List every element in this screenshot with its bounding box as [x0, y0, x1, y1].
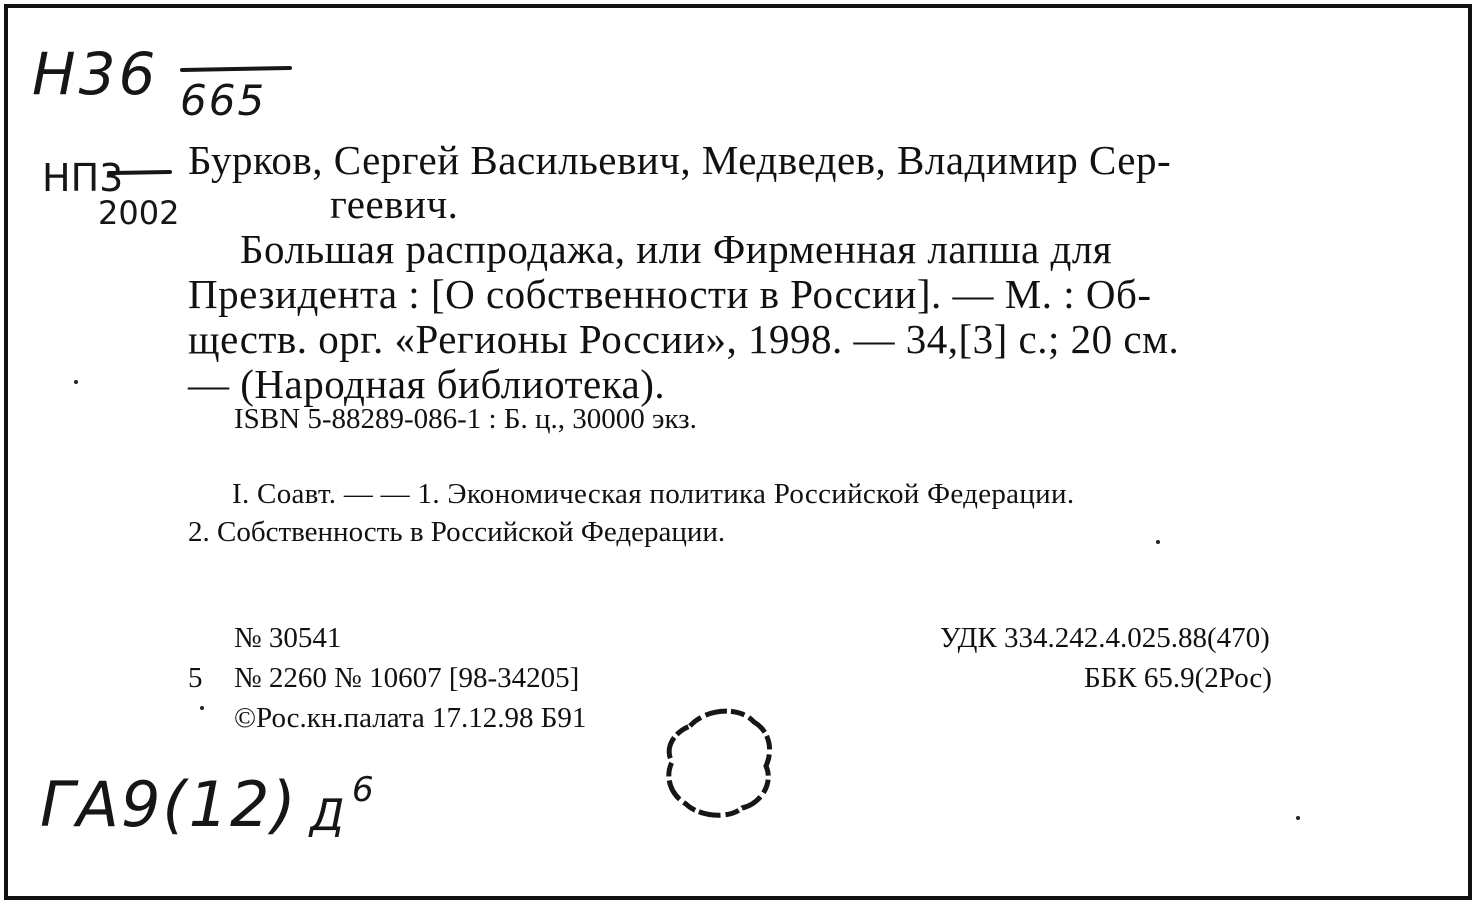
- bbk-code: ББК 65.9(2Рос): [1084, 662, 1272, 694]
- handwritten-bottom-superscript: 6: [352, 770, 374, 810]
- handwritten-shelf-fraction: 665: [180, 76, 267, 125]
- handwritten-bottom-code: ГА9(12): [40, 768, 298, 841]
- acquisition-line: [106, 166, 176, 180]
- title-line-4: — (Народная библиотека).: [188, 361, 666, 407]
- speck: [74, 380, 78, 384]
- title-line-1: Большая распродажа, или Фирменная лапша для: [240, 226, 1113, 272]
- copyright-line: ©Рос.кн.палата 17.12.98 Б91: [234, 702, 587, 734]
- left-digit: 5: [188, 662, 203, 694]
- title-line-3: ществ. орг. «Регионы России», 1998. — 34,[3] с.; 20 см.: [188, 316, 1180, 362]
- title-line-2: Президента : [О собственности в России]. — М. : Об-: [188, 271, 1152, 317]
- handwritten-shelf-mark: Н36: [32, 40, 159, 108]
- heading-authors-line1: Бурков, Сергей Васильевич, Медведев, Владимир Сер-: [188, 137, 1172, 183]
- udk-code: УДК 334.242.4.025.88(470): [940, 622, 1270, 654]
- handwritten-acquisition-year: 2002: [98, 194, 180, 232]
- subject-line-2: 2. Собственность в Российской Федерации.: [188, 516, 726, 548]
- isbn-line: ISBN 5-88289-086-1 : Б. ц., 30000 экз.: [234, 403, 697, 435]
- record-number: № 30541: [234, 622, 342, 654]
- subject-line-1: I. Соавт. — — 1. Экономическая политика Российской Федерации.: [232, 478, 1075, 510]
- handwritten-acquisition-mark: НП3: [42, 156, 124, 200]
- speck: [1296, 816, 1300, 820]
- registration-numbers: № 2260 № 10607 [98-34205]: [234, 662, 580, 694]
- heading-authors-line2: геевич.: [330, 181, 459, 227]
- handwritten-bottom-suffix: Д: [310, 790, 345, 841]
- speck: [1156, 540, 1160, 544]
- speck: [200, 706, 204, 710]
- library-stamp: [650, 700, 790, 830]
